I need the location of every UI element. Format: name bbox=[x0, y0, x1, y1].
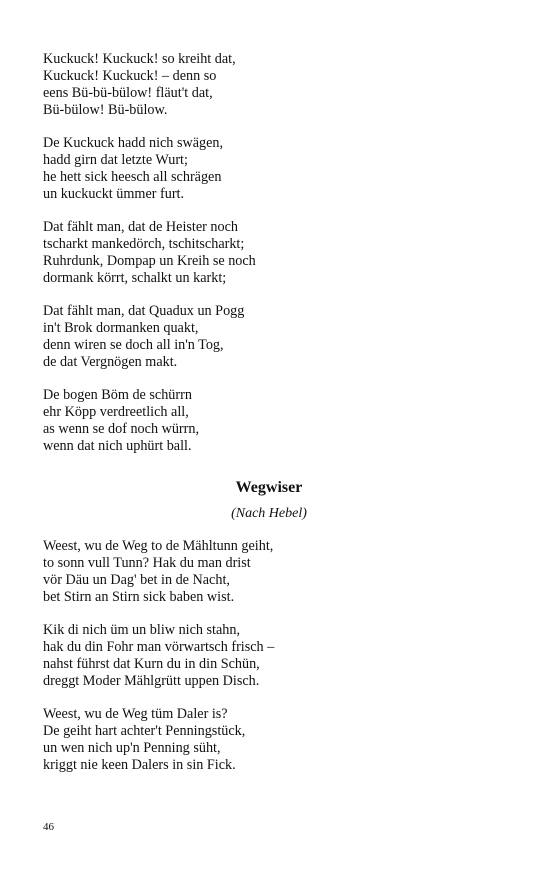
verse-line: ehr Köpp verdreetlich all, bbox=[43, 404, 189, 420]
verse-line: eens Bü-bü-bülow! fläut't dat, bbox=[43, 85, 213, 101]
poem-subtitle: (Nach Hebel) bbox=[231, 506, 307, 521]
verse-line: Dat fählt man, dat Quadux un Pogg bbox=[43, 303, 245, 319]
stanza bbox=[43, 706, 463, 774]
verse-line: De Kuckuck hadd nich swägen, bbox=[43, 135, 224, 151]
verse-line: hak du din Fohr man vörwartsch frisch – bbox=[43, 639, 275, 655]
verse-line: denn wiren se doch all in'n Tog, bbox=[43, 337, 224, 353]
verse-line: De geiht hart achter't Penningstück, bbox=[43, 723, 246, 739]
verse-line: wenn dat nich uphürt ball. bbox=[43, 438, 192, 454]
verse-line: Dat fählt man, dat de Heister noch bbox=[43, 219, 239, 235]
stanza bbox=[43, 538, 463, 606]
verse-line: Weest, wu de Weg to de Mähltunn geiht, bbox=[43, 538, 274, 554]
verse-line: Bü-bülow! Bü-bülow. bbox=[43, 102, 168, 118]
stanza bbox=[43, 387, 463, 455]
stanza bbox=[43, 622, 463, 690]
verse-line: kriggt nie keen Dalers in sin Fick. bbox=[43, 757, 236, 773]
verse-line: he hett sick heesch all schrägen bbox=[43, 169, 222, 185]
verse-line: bet Stirn an Stirn sick baben wist. bbox=[43, 589, 235, 605]
verse-line: de dat Vergnögen makt. bbox=[43, 354, 178, 370]
stanza bbox=[43, 303, 463, 371]
verse-line: hadd girn dat letzte Wurt; bbox=[43, 152, 188, 168]
verse-line: Weest, wu de Weg tüm Daler is? bbox=[43, 706, 228, 722]
verse-line: vör Däu un Dag' bet in de Nacht, bbox=[43, 572, 230, 588]
verse-line: tscharkt mankedörch, tschitscharkt; bbox=[43, 236, 245, 252]
poem-body bbox=[43, 538, 463, 790]
verse-line: un wen nich up'n Penning süht, bbox=[43, 740, 221, 756]
verse-line: nahst führst dat Kurn du in din Schün, bbox=[43, 656, 260, 672]
verse-line: Kuckuck! Kuckuck! – denn so bbox=[43, 68, 217, 84]
stanza bbox=[43, 51, 463, 119]
verse-line: dormank körrt, schalkt un karkt; bbox=[43, 270, 227, 286]
poem-title: Wegwiser bbox=[235, 479, 303, 496]
verse-line: Ruhrdunk, Dompap un Kreih se noch bbox=[43, 253, 256, 269]
verse-line: Kuckuck! Kuckuck! so kreiht dat, bbox=[43, 51, 236, 67]
verse-line: Kik di nich üm un bliw nich stahn, bbox=[43, 622, 241, 638]
poem-continuation bbox=[43, 51, 463, 471]
verse-line: un kuckuckt ümmer furt. bbox=[43, 186, 185, 202]
page-number: 46 bbox=[43, 821, 54, 833]
verse-line: as wenn se dof noch würrn, bbox=[43, 421, 200, 437]
stanza bbox=[43, 219, 463, 287]
verse-line: to sonn vull Tunn? Hak du man drist bbox=[43, 555, 251, 571]
verse-line: dreggt Moder Mählgrütt uppen Disch. bbox=[43, 673, 260, 689]
verse-line: De bogen Böm de schürrn bbox=[43, 387, 192, 403]
stanza bbox=[43, 135, 463, 203]
verse-line: in't Brok dormanken quakt, bbox=[43, 320, 199, 336]
